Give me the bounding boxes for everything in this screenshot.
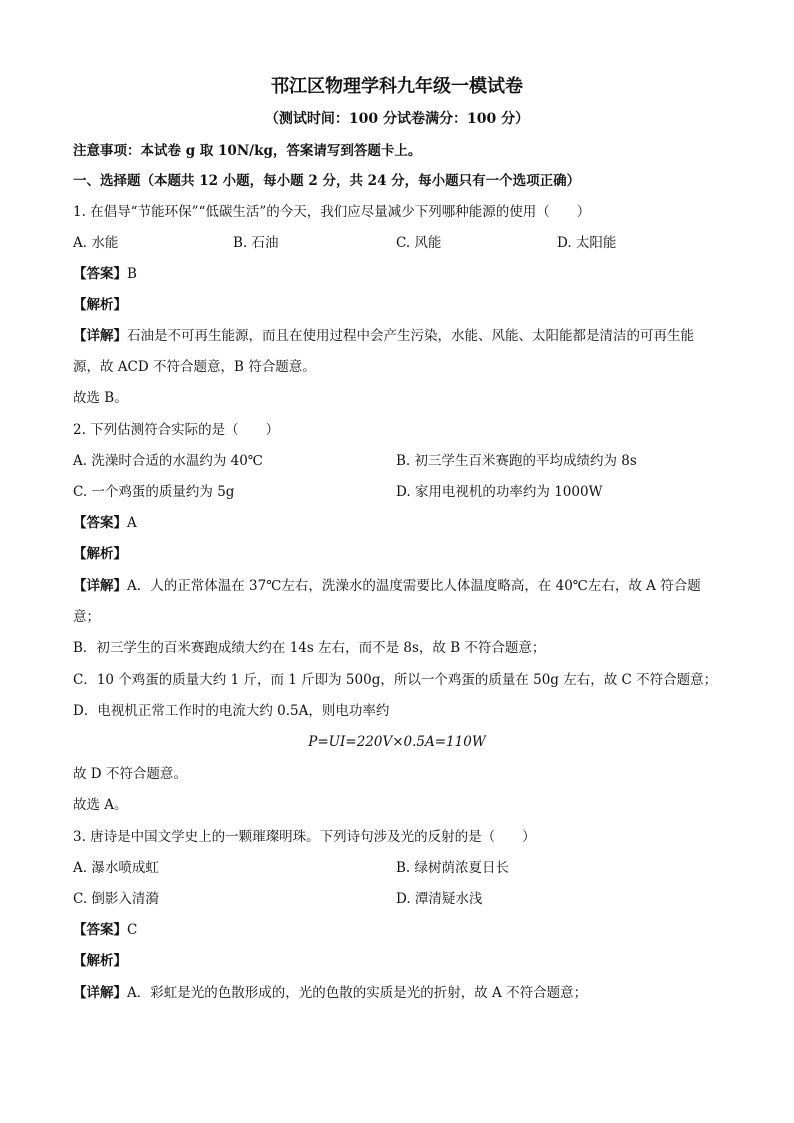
q2-detail-b: B．初三学生的百米赛跑成绩大约在 14s 左右，而不是 8s，故 B 不符合题意； [73,640,546,656]
q3-option-c: C. 倒影入清漪 [73,891,159,907]
q1-detail-2: 源，故 ACD 不符合题意，B 符合题意。 [73,359,316,375]
q2-detail-a-text: A．人的正常体温在 37℃左右，洗澡水的温度需要比人体温度略高，在 40℃左右，故 A 符合题 [127,578,701,594]
q3-detail-a-text: A．彩虹是光的色散形成的，光的色散的实质是光的折射，故 A 不符合题意； [127,985,588,1001]
q2-option-a: A. 洗澡时合适的水温约为 40℃ [73,453,263,469]
q2-analysis-label: 【解析】 [73,546,127,562]
q1-stem: 1. 在倡导“节能环保”“低碳生活”的今天，我们应尽量减少下列哪种能源的使用（ ） [73,204,591,220]
answer-label: 【答案】 [73,266,127,282]
q2-detail-d: D．电视机正常工作时的电流大约 0.5A，则电功率约 [73,703,390,719]
page-subtitle: （测试时间：100 分试卷满分：100 分） [264,111,530,127]
q2-detail-a-cont: 意； [73,609,100,625]
q1-detail-text: 石油是不可再生能源，而且在使用过程中会产生污染，水能、风能、太阳能都是清洁的可再生能 [127,328,694,344]
q1-answer [73,264,137,284]
page-title: 邗江区物理学科九年级一模试卷 [271,76,523,97]
q1-option-d: D. 太阳能 [557,235,617,251]
detail-label: 【详解】 [73,328,127,344]
detail-label: 【详解】 [73,985,127,1001]
q1-option-b: B. 石油 [233,235,279,251]
q3-option-a: A. 瀑水喷成虹 [73,860,159,876]
q3-option-d: D. 潭清疑水浅 [396,891,483,907]
q3-stem: 3. 唐诗是中国文学史上的一颗璀璨明珠。下列诗句涉及光的反射的是（ ） [73,829,536,845]
q1-detail-1 [73,326,694,346]
q1-answer-value: B [127,266,137,282]
q2-detail-a [73,576,701,596]
q1-option-c: C. 风能 [396,235,442,251]
q3-analysis-label: 【解析】 [73,953,127,969]
q3-answer-value: C [127,922,138,938]
q2-answer-value: A [127,515,137,531]
q2-option-c: C. 一个鸡蛋的质量约为 5g [73,484,235,500]
answer-label: 【答案】 [73,922,127,938]
q3-answer [73,920,137,940]
q2-answer [73,513,137,533]
q1-analysis-label: 【解析】 [73,297,127,313]
q3-option-b: B. 绿树荫浓夏日长 [396,860,510,876]
section-heading: 一、选择题（本题共 12 小题，每小题 2 分，共 24 分，每小题只有一个选项正确） [73,173,581,189]
q2-stem: 2. 下列估测符合实际的是（ ） [73,422,280,438]
q1-conclusion: 故选 B。 [73,390,128,406]
q2-option-b: B. 初三学生百米赛跑的平均成绩约为 8s [396,453,637,469]
q3-detail-a [73,983,587,1003]
q2-formula: P=UI=220V×0.5A=110W [308,734,486,750]
q2-detail-d2: 故 D 不符合题意。 [73,766,187,782]
q2-option-d: D. 家用电视机的功率约为 1000W [396,484,603,500]
detail-label: 【详解】 [73,578,127,594]
q2-detail-c: C．10 个鸡蛋的质量大约 1 斤，而 1 斤即为 500g，所以一个鸡蛋的质量在 50g 左右，故 C 不符合题意； [73,672,718,688]
answer-label: 【答案】 [73,515,127,531]
notice: 注意事项：本试卷 g 取 10N/kg，答案请写到答题卡上。 [73,143,422,159]
q1-option-a: A. 水能 [73,235,119,251]
q2-conclusion: 故选 A。 [73,797,128,813]
